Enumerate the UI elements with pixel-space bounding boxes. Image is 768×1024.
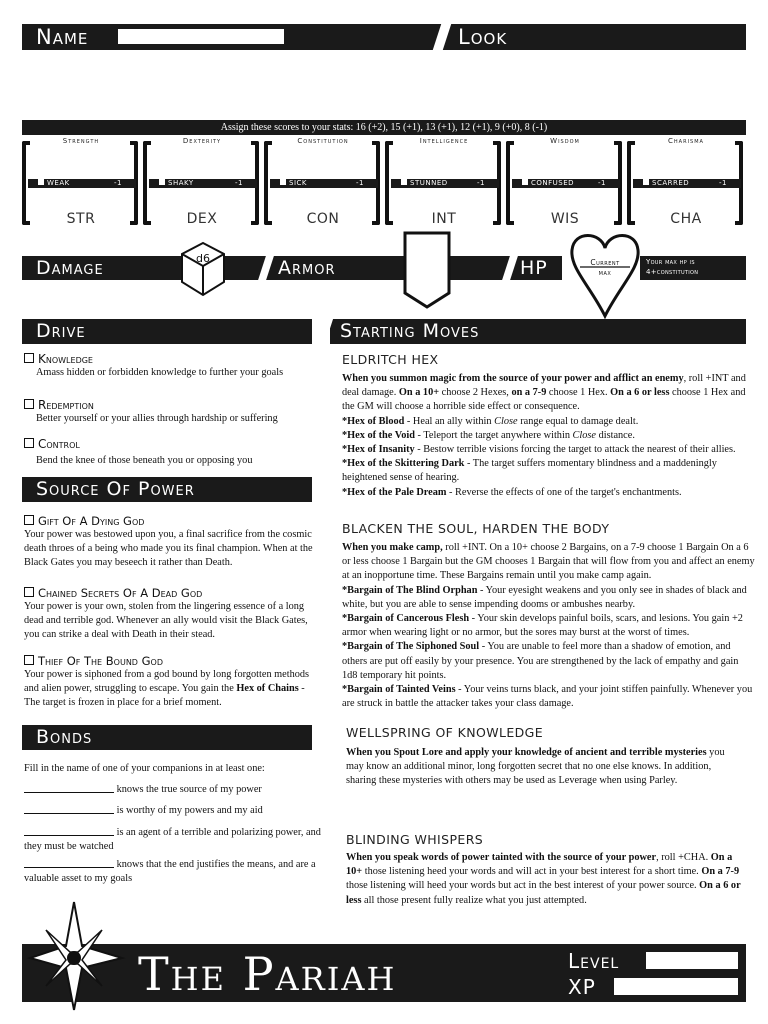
bond-blank[interactable]	[24, 813, 114, 814]
checkbox[interactable]	[24, 399, 34, 409]
source-item-thief[interactable]	[24, 654, 320, 711]
stat-debility[interactable]	[270, 179, 378, 188]
debility-checkbox[interactable]	[522, 179, 528, 185]
bonds-title: Bonds	[36, 726, 93, 748]
move-wellspring: When you Spout Lore and apply your knowledge of ancient and terrible mysteries you may know an additional minor, long forgotten secret that no one else knows. In addition, sharing these mysteries with others may be used as Leverage when using Parley.	[346, 747, 725, 787]
stat-abbr: WIS	[550, 211, 580, 227]
stat-debility[interactable]	[149, 179, 257, 188]
stat-score-input[interactable]	[159, 150, 245, 176]
stat-score-input[interactable]	[280, 150, 366, 176]
bonds-intro: Fill in the name of one of your companions in at least one:	[24, 763, 265, 774]
bond-blank[interactable]	[24, 835, 114, 836]
debility-label: SCARRED	[652, 179, 690, 187]
name-input[interactable]	[118, 29, 284, 44]
stat-name: Wisdom	[550, 137, 580, 145]
drive-title: Drive	[36, 320, 86, 342]
debility-mod: -1	[356, 179, 364, 187]
look-area[interactable]	[448, 54, 746, 116]
move-title: BLINDING WHISPERS	[346, 832, 484, 847]
stat-score-input[interactable]	[401, 150, 487, 176]
debility-checkbox[interactable]	[280, 179, 286, 185]
debility-mod: -1	[114, 179, 122, 187]
debility-checkbox[interactable]	[159, 179, 165, 185]
checkbox[interactable]	[24, 655, 34, 665]
source-title: Source Of Power	[36, 478, 195, 500]
damage-die-icon	[178, 240, 228, 302]
stat-debility[interactable]	[28, 179, 136, 188]
move-title: BLACKEN THE SOUL, HARDEN THE BODY	[342, 521, 610, 536]
stat-name: Intelligence	[419, 137, 469, 145]
stat-debility[interactable]	[633, 179, 741, 188]
level-input[interactable]	[646, 952, 738, 969]
stats-assign-bar	[22, 120, 746, 135]
stat-abbr: STR	[66, 211, 96, 227]
stat-name: Strength	[62, 137, 100, 145]
debility-mod: -1	[477, 179, 485, 187]
debility-mod: -1	[235, 179, 243, 187]
drive-item-knowledge[interactable]	[24, 352, 324, 380]
damage-label: Damage	[36, 257, 104, 279]
debility-label: STUNNED	[410, 179, 448, 187]
drive-item-desc: Amass hidden or forbidden knowledge to further your goals	[36, 367, 284, 378]
drive-item-control[interactable]	[24, 437, 324, 468]
move-eldritch-hex: When you summon magic from the source of your power and afflict an enemy, roll +INT and deal damage. On a 10+ choose 2 Hexes, on a 7-9 choose 1 Hex. On a 6 or less choose 1 Hex and the GM will choose a horrible side effect or consequence. *Hex of Blood - Heal an ally within Close range equal to damage dealt. *Hex of the Void - Teleport the target anywhere within Close distance. *Hex of Insanity - Bestow terrible visions forcing the target to attack the nearest of their allies. *Hex of the Skittering Dark - The target suffers momentary blindness and a maddeningly heightened sense of hearing. *Hex of the Pale Dream - Reverse the effects of one of the target's enchantments.	[342, 373, 746, 498]
stat-name: Dexterity	[182, 137, 222, 145]
stat-debility[interactable]	[391, 179, 499, 188]
stat-abbr: CHA	[670, 211, 702, 227]
drive-item-label: Knowledge	[38, 352, 93, 366]
moves-title: Starting Moves	[340, 320, 480, 342]
source-item-label: Gift Of A Dying God	[38, 514, 145, 528]
level-label: Level	[568, 949, 620, 973]
stat-name: Charisma	[668, 137, 704, 145]
debility-label: SICK	[289, 179, 307, 187]
name-label: Name	[36, 25, 89, 49]
stat-debility[interactable]	[512, 179, 620, 188]
stat-name: Constitution	[297, 137, 349, 145]
drive-item-desc: Better yourself or your allies through hardship or suffering	[36, 413, 278, 424]
drive-item-label: Redemption	[38, 398, 94, 412]
debility-checkbox[interactable]	[38, 179, 44, 185]
source-item-desc: Your power was bestowed upon you, a final sacrifice from the cosmic death throes of a being who made you its final champion. When at the Black Gates you may beseech it rather than Death.	[24, 529, 313, 569]
damage-die: d6	[196, 252, 210, 265]
move-blacken-the-soul: When you make camp, roll +INT. On a 10+ choose 2 Bargains, on a 7-9 choose 1 Bargain On a 6 or less choose 1 Bargain but the GM chooses 1 Bargain that will flow from you and affect an enemy at an inopportune time. These Bargains remain until you make camp again. *Bargain of The Blind Orphan - Your eyesight weakens and you only see in shades of black and white, but you are able to sense impending dooms or ambushes nearby. *Bargain of Cancerous Flesh - Your skin develops painful boils, scars, and lesions. You gain +2 armor when wearing light or no armor, but the sores may burst at the worst of times. *Bargain of The Siphoned Soul - You are unable to feel more than a shadow of emotion, and others are put off easily by your presence. You are strengthened by the lack of empathy and gain 1d8 temporary hit points. *Bargain of Tainted Veins - Your veins turns black, and your joint stiffen painfully. Whenever you are struck in battle the attacker takes your class damage.	[342, 542, 755, 710]
bond-item[interactable]: knows that the end justifies the means, and are a valuable asset to my goals	[24, 859, 316, 885]
hp-max-label: max	[598, 268, 612, 277]
bond-blank[interactable]	[24, 792, 114, 793]
debility-mod: -1	[598, 179, 606, 187]
drive-item-desc: Bend the knee of those beneath you or opposing you	[36, 455, 253, 466]
source-item-label: Thief Of The Bound God	[38, 654, 163, 668]
drive-item-redemption[interactable]	[24, 398, 324, 426]
xp-label: XP	[568, 975, 596, 999]
debility-checkbox[interactable]	[401, 179, 407, 185]
armor-shield-icon[interactable]	[402, 231, 452, 309]
move-blinding-whispers: When you speak words of power tainted with the source of your power, roll +CHA. On a 10+ those listening heed your words and will act in your best interest for a short time. On a 7-9 those listening will heed your words but act in the best interest of your power source. On a 6 or less all those present fully realize what you just attempted.	[346, 852, 741, 906]
debility-checkbox[interactable]	[643, 179, 649, 185]
stat-score-input[interactable]	[643, 150, 729, 176]
bond-item[interactable]: knows the true source of my power	[24, 783, 324, 797]
bond-blank[interactable]	[24, 867, 114, 868]
star-icon	[26, 900, 126, 1012]
move-title: ELDRITCH HEX	[342, 352, 439, 367]
hp-label: HP	[520, 257, 548, 279]
look-label: Look	[458, 25, 508, 49]
stat-abbr: DEX	[186, 211, 218, 227]
debility-mod: -1	[719, 179, 727, 187]
bond-item[interactable]: is an agent of a terrible and polarizing power, and they must be watched	[24, 827, 321, 853]
armor-label: Armor	[278, 257, 336, 279]
debility-label: SHAKY	[168, 179, 194, 187]
xp-input[interactable]	[614, 978, 738, 995]
drive-item-label: Control	[38, 437, 80, 451]
source-item-desc: Your power is siphoned from a god bound by long forgotten methods and alien power, struggling to escape. You gain the Hex of Chains - The target is frozen in place for a brief moment.	[24, 669, 310, 709]
source-item-chained[interactable]	[24, 586, 320, 643]
checkbox[interactable]	[24, 587, 34, 597]
stats-assign-text: Assign these scores to your stats: 16 (+2), 15 (+1), 13 (+1), 12 (+1), 9 (+0), 8 (-1)	[220, 122, 548, 133]
bond-item[interactable]: is worthy of my powers and my aid	[24, 804, 324, 818]
stat-score-input[interactable]	[522, 150, 608, 176]
source-item-gift[interactable]	[24, 514, 320, 571]
hp-note: Your max hp is 4+constitution	[646, 258, 699, 276]
class-name: The Pariah	[138, 947, 397, 1001]
stat-abbr: CON	[306, 211, 340, 227]
debility-label: CONFUSED	[531, 179, 575, 187]
move-title: WELLSPRING OF KNOWLEDGE	[346, 725, 544, 740]
stat-score-input[interactable]	[38, 150, 124, 176]
debility-label: WEAK	[47, 179, 70, 187]
source-item-label: Chained Secrets Of A Dead God	[38, 586, 203, 600]
checkbox[interactable]	[24, 353, 34, 363]
checkbox[interactable]	[24, 438, 34, 448]
checkbox[interactable]	[24, 515, 34, 525]
stat-abbr: INT	[431, 211, 457, 227]
source-item-desc: Your power is your own, stolen from the lingering essence of a long dead and terrible god. Whenever an ally would visit the Black Gates, you can strike a deal with Death in their stead.	[24, 601, 308, 641]
hp-current-label: Current	[590, 258, 620, 267]
